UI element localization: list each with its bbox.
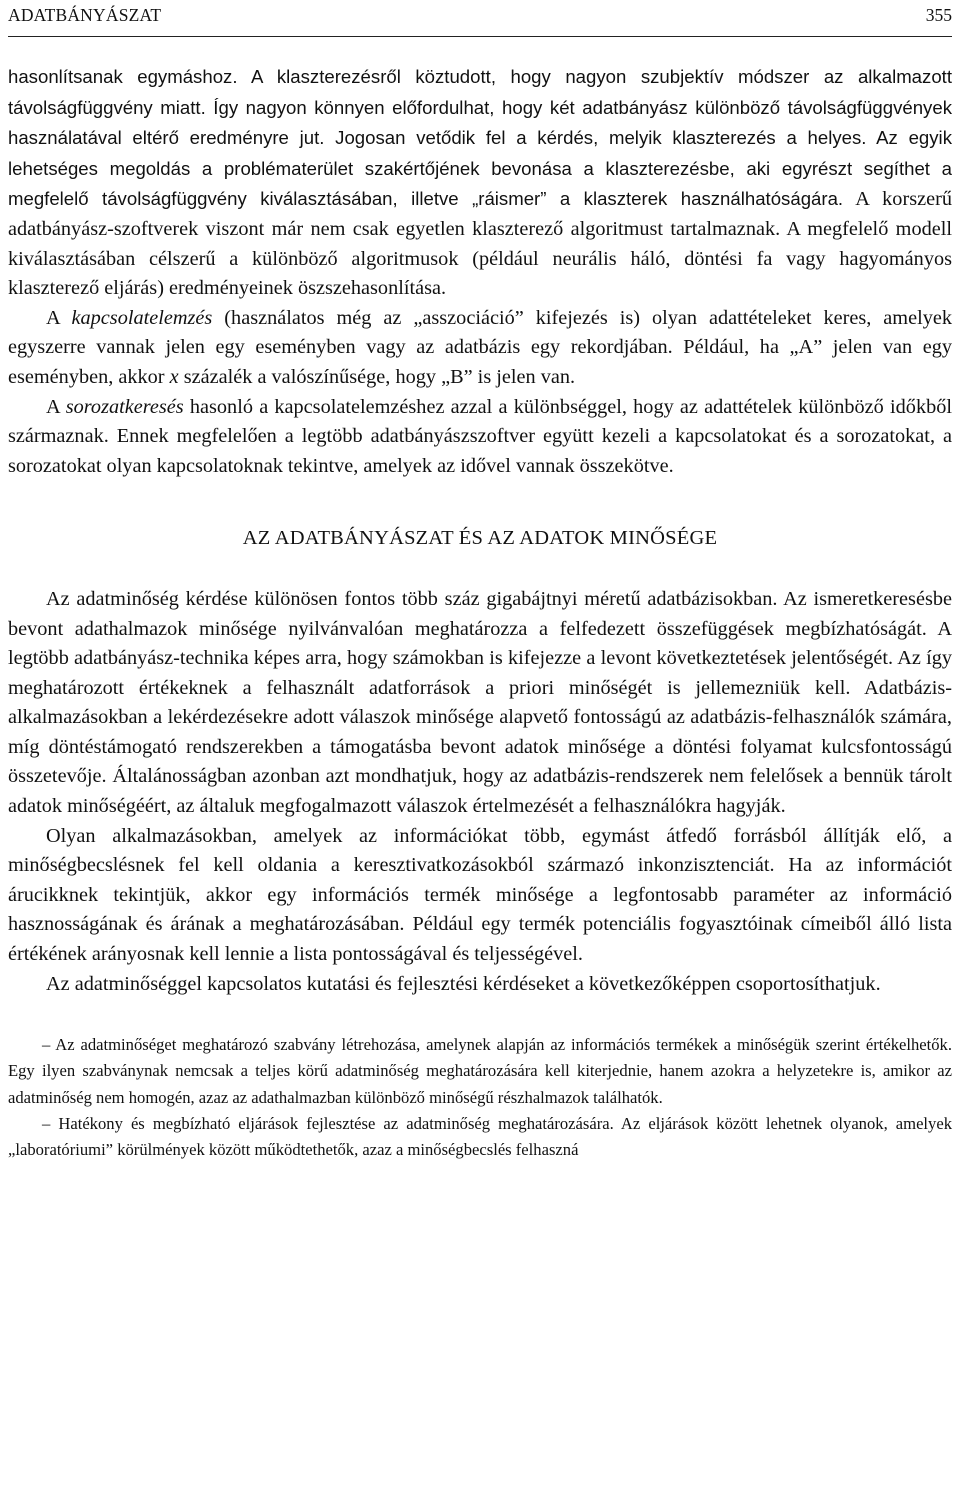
running-header-title: ADATBÁNYÁSZAT: [8, 5, 162, 25]
page-number: 355: [925, 5, 952, 25]
paragraph-data-quality: Az adatminőség kérdése különösen fontos több száz gigabájtnyi méretű adatbázisokban. Az ismeretkeresésbe bevont adathalmazok minősége nyilvánvalóan meghatározza a felfedezett összefüggések megbízhatóságát. A legtöbb adatbányász-technika képes arra, hogy számokban is kifejezze a levont következtetések jelentőségét. Az így meghatározott értékeknek a felhasznált adatforrások a priori minőségét is jellemezniük kell. Adatbázisalkalmazásokban a lekérdezésekre adott válaszok minősége alapvető fontosságú az adatbázis-felhasználók számára, míg döntéstámogató rendszerekben a támogatásba bevont adatok minősége a döntési folyamat kulcsfontosságú összetevője. Általánosságban azonban azt mondhatjuk, hogy az adatbázis-rendszerek nem felelősek a bennük tárolt adatok minőségéért, az általuk megfogalmazott válaszok értelmezését a felhasználókra hagyják.: [8, 587, 952, 818]
list-item: – Az adatminőséget meghatározó szabvány létrehozása, amelynek alapján az információs termékek a minőségük szerint értékelhetők. Egy ilyen szabványnak nemcsak a teljes körű adatminőség meghatározására kell kiterjednie, hanem azokra a helyzetekre is, amikor az adatminőség nem homogén, azaz az adathalmazban különböző minőségű részhalmazok találhatók.: [8, 1035, 952, 1107]
association-term: kapcsolatelemzés: [71, 306, 213, 329]
body-text: [8, 62, 952, 1163]
paragraph-clustering-part-b: A korszerű adatbányász-szoftverek viszont már nem csak egyetlen klaszterező algoritmust tartalmaznak. A megfelelő modell kiválasztásában célszerű a különböző algoritmusok (például neurális háló, döntési fa vagy hagyományos klaszterező eljárás) eredményeinek öszszehasonlítása.: [8, 188, 952, 300]
association-lead: A: [46, 306, 72, 329]
running-header: [8, 0, 952, 37]
sequence-term: sorozatkeresés: [65, 395, 184, 418]
page: [8, 0, 952, 1163]
paragraph-association: [8, 304, 952, 393]
list-item: – Hatékony és megbízható eljárások fejlesztése az adatminőség meghatározására. Az eljárások között lehetnek olyanok, amelyek „laboratóriumi” körülmények között működtethetők, azaz a minőségbecslés felhaszná: [8, 1113, 952, 1160]
section-heading: AZ ADATBÁNYÁSZAT ÉS AZ ADATOK MINŐSÉGE: [242, 527, 718, 550]
paragraph-research-questions: Az adatminőséggel kapcsolatos kutatási és fejlesztési kérdéseket a következőképpen csoportosíthatjuk.: [46, 972, 881, 995]
sequence-lead: A: [46, 395, 66, 418]
paragraph-sequence: [8, 393, 952, 482]
association-text-end: százalék a valószínűsége, hogy „B” is jelen van.: [178, 365, 576, 388]
sequence-text: hasonló a kapcsolatelemzéshez azzal a különbséggel, hogy az adattételek különböző időkből származnak. Ennek megfelelően a legtöbb adatbányászszoftver együtt kezeli a kapcsolatokat és a sorozatokat, a sorozatokat olyan kapcsolatoknak tekintve, amelyek az idővel vannak összekötve.: [8, 395, 952, 477]
association-variable: x: [169, 365, 179, 388]
paragraph-multi-source: Olyan alkalmazásokban, amelyek az információkat több, egymást átfedő forrásból állítják elő, a minőségbecslésnek fel kell oldania a keresztivatkozásokból származó inkonzisztenciát. Ha az információt árucikknek tekintjük, akkor egy információs termék minősége a legfontosabb paraméter az információ hasznosságának és árának a meghatározásában. Például egy termék potenciális fogyasztóinak címeiből álló lista értékének arányosnak kell lennie a lista pontosságával és teljességével.: [8, 824, 952, 966]
association-text: (használatos még az „asszociáció” kifejezés is) olyan adattételeket keres, amelyek egyszerre vannak jelen egy eseményben vagy az adatbázis egy rekordjában. Például, ha „A” jelen van egy eseményben, akkor: [8, 306, 953, 388]
paragraph-clustering: [8, 62, 952, 304]
research-list: [8, 1032, 952, 1163]
paragraph-clustering-part-a: hasonlítsanak egymáshoz. A klaszterezésről köztudott, hogy nagyon szubjektív módszer az alkalmazott távolságfüggvény miatt. Így nagyon könnyen előfordulhat, hogy két adatbányász különböző távolságfüggvények használatával eltérő eredményre jut. Jogosan vetődik fel a kérdés, melyik klaszterezés a helyes. Az egyik lehetséges megoldás a problématerület szakértőjének bevonása a klaszterezésbe, aki egyrészt segíthet a megfelelő távolságfüggvény kiválasztásában, illetve „ráismer” a klaszterek használhatóságára.: [8, 66, 952, 210]
